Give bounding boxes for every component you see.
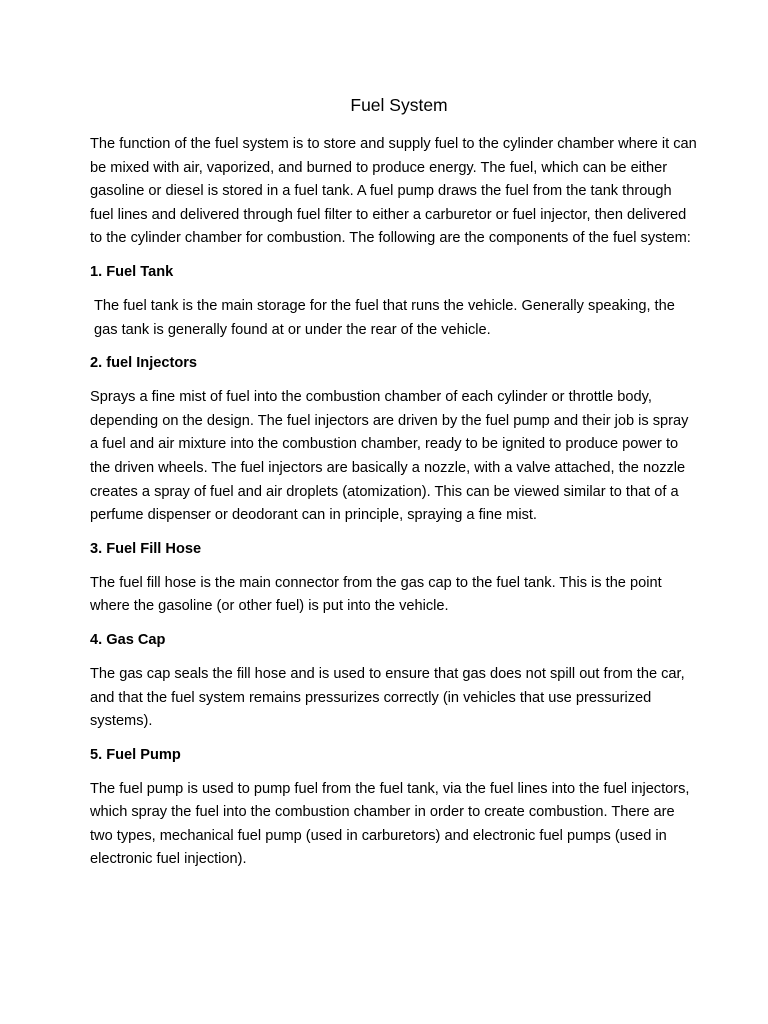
section-body: The fuel tank is the main storage for the fuel that runs the vehicle. Generally speaking, the gas tank is generally found at or under the rear of the vehicle. [94, 297, 675, 338]
section-gas-cap [90, 630, 698, 734]
document-title: Fuel System [350, 95, 448, 115]
section-body: Sprays a fine mist of fuel into the combustion chamber of each cylinder or throttle body, depending on the design. The fuel injectors are driven by the fuel pump and their job is spray a fuel and air mixture into the combustion chamber, ready to be ignited to produce power to the driven wheels. The fuel injectors are basically a nozzle, with a valve attached, the nozzle creates a spray of fuel and air droplets (atomization). This can be viewed similar to that of a perfume dispenser or deodorant can in principle, spraying a fine mist. [90, 389, 689, 524]
section-heading: 2. fuel Injectors [90, 355, 198, 372]
section-body: The fuel pump is used to pump fuel from the fuel tank, via the fuel lines into the fuel injectors, which spray the fuel into the combustion chamber in order to create combustion. There are two types, mechanical fuel pump (used in carburetors) and electronic fuel pumps (used in electronic fuel injection). [90, 780, 690, 868]
section-fuel-injectors [90, 353, 698, 528]
section-body: The fuel fill hose is the main connector from the gas cap to the fuel tank. This is the point where the gasoline (or other fuel) is put into the vehicle. [90, 574, 662, 615]
section-body: The gas cap seals the fill hose and is used to ensure that gas does not spill out from the car, and that the fuel system remains pressurizes correctly (in vehicles that use pressurized systems). [90, 665, 685, 730]
section-fuel-tank [90, 262, 698, 342]
section-fuel-fill-hose [90, 539, 698, 619]
section-fuel-pump [90, 745, 698, 872]
intro-paragraph: The function of the fuel system is to store and supply fuel to the cylinder chamber where it can be mixed with air, vaporized, and burned to produce energy. The fuel, which can be either gasoline or diesel is stored in a fuel tank. A fuel pump draws the fuel from the tank through fuel lines and delivered through fuel filter to either a carburetor or fuel injector, then delivered to the cylinder chamber for combustion. The following are the components of the fuel system: [90, 136, 697, 247]
section-heading: 5. Fuel Pump [90, 746, 181, 763]
section-heading: 4. Gas Cap [90, 631, 166, 648]
section-heading: 1. Fuel Tank [90, 263, 174, 280]
section-heading: 3. Fuel Fill Hose [90, 540, 202, 557]
